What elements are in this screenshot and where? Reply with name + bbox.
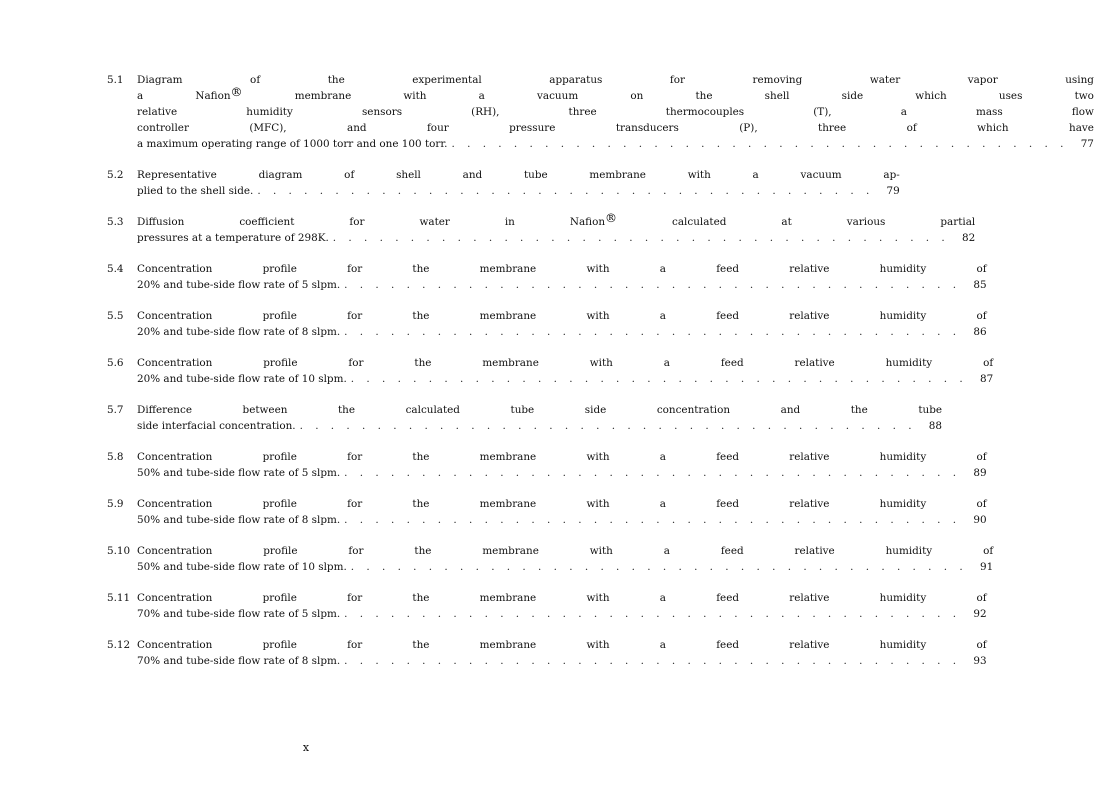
dot-leader: . . . . . . . . . . . . . . . . . . . . . . . . . . . . . . . . . . . . . . . .: [451, 138, 1068, 150]
page-number: 90: [973, 514, 987, 526]
dot-leader: . . . . . . . . . . . . . . . . . . . . . . . . . . . . . . . . . . . . . . . .: [350, 561, 968, 573]
entry-body: [137, 543, 993, 575]
figure-number: 5.3: [107, 216, 124, 228]
caption-last-line: [137, 230, 975, 246]
entry-body: [137, 167, 900, 199]
caption-line: a Nafion® membrane with a vacuum on the shell side which uses two: [137, 85, 1094, 102]
caption-line: 20% and tube-side flow rate of 8 slpm.: [137, 326, 341, 338]
page-number: 93: [973, 655, 987, 667]
list-of-figures: [107, 72, 1094, 684]
page-footer-number: x: [302, 741, 310, 754]
caption-line: Representative diagram of shell and tube membrane with a vacuum ap-: [137, 169, 900, 181]
page-number: 89: [973, 467, 987, 479]
entry-body: [137, 355, 993, 387]
page-number: 91: [979, 561, 994, 573]
figure-number: 5.12: [107, 639, 131, 651]
dot-leader: . . . . . . . . . . . . . . . . . . . . . . . . . . . . . . . . . . . . . . . .: [257, 185, 874, 197]
dot-leader: . . . . . . . . . . . . . . . . . . . . . . . . . . . . . . . . . . . . . . . .: [350, 373, 968, 385]
entry-body: [137, 402, 942, 434]
caption-last-line: [137, 136, 1094, 152]
caption-line: Concentration profile for the membrane with a feed relative humidity of: [137, 451, 987, 463]
caption-last-line: [137, 559, 993, 575]
caption-line: 70% and tube-side flow rate of 8 slpm.: [137, 655, 341, 667]
figure-number: 5.10: [107, 545, 131, 557]
figure-number: 5.2: [107, 169, 124, 181]
toc-entry[interactable]: [107, 637, 987, 669]
caption-line: Concentration profile for the membrane with a feed relative humidity of: [137, 498, 987, 510]
toc-entry[interactable]: [107, 496, 987, 528]
entry-body: [137, 449, 987, 481]
figure-number: 5.11: [107, 592, 131, 604]
entry-body: [137, 261, 987, 293]
caption-last-line: [137, 183, 900, 199]
entry-body: [137, 496, 987, 528]
caption-line: 50% and tube-side flow rate of 10 slpm.: [137, 561, 347, 573]
dot-leader: . . . . . . . . . . . . . . . . . . . . . . . . . . . . . . . . . . . . . . . .: [344, 514, 961, 526]
caption-line: Concentration profile for the membrane with a feed relative humidity of: [137, 310, 987, 322]
caption-line: Concentration profile for the membrane with a feed relative humidity of: [137, 263, 987, 275]
caption-line: Concentration profile for the membrane with a feed relative humidity of: [137, 639, 987, 651]
caption-line: controller (MFC), and four pressure transducers (P), three of which have: [137, 122, 1094, 134]
toc-entry[interactable]: [107, 211, 976, 246]
caption-line: Concentration profile for the membrane with a feed relative humidity of: [137, 357, 994, 369]
figure-number: 5.5: [107, 310, 124, 322]
figure-number: 5.1: [107, 74, 124, 86]
caption-last-line: [137, 418, 942, 434]
dot-leader: . . . . . . . . . . . . . . . . . . . . . . . . . . . . . . . . . . . . . . . .: [344, 279, 961, 291]
caption-line: Concentration profile for the membrane with a feed relative humidity of: [137, 545, 994, 557]
dot-leader: . . . . . . . . . . . . . . . . . . . . . . . . . . . . . . . . . . . . . . . .: [344, 467, 961, 479]
entry-body: [137, 308, 987, 340]
registered-mark-icon: ®: [605, 211, 618, 225]
caption-line: 20% and tube-side flow rate of 10 slpm.: [137, 373, 347, 385]
entry-body: [137, 211, 976, 246]
caption-last-line: [137, 606, 987, 622]
caption-line: side interfacial concentration.: [137, 420, 296, 432]
figure-number: 5.4: [107, 263, 124, 275]
caption-line: Diffusion coefficient for water in Nafion® calculated at various partial: [137, 211, 976, 228]
caption-last-line: [137, 277, 987, 293]
page-number: 77: [1080, 138, 1094, 150]
caption-line: Difference between the calculated tube side concentration and the tube: [137, 404, 943, 416]
caption-line: plied to the shell side.: [137, 185, 254, 197]
caption-last-line: [137, 324, 987, 340]
page-number: 82: [961, 232, 976, 244]
caption-last-line: [137, 512, 987, 528]
caption-last-line: [137, 653, 987, 669]
toc-entry[interactable]: [107, 261, 987, 293]
dot-leader: . . . . . . . . . . . . . . . . . . . . . . . . . . . . . . . . . . . . . . . .: [332, 232, 950, 244]
dot-leader: . . . . . . . . . . . . . . . . . . . . . . . . . . . . . . . . . . . . . . . .: [344, 326, 961, 338]
page-number: 79: [886, 185, 900, 197]
caption-line: pressures at a temperature of 298K.: [137, 232, 329, 244]
caption-line: relative humidity sensors (RH), three thermocouples (T), a mass flow: [137, 106, 1094, 118]
figure-number: 5.6: [107, 357, 124, 369]
page-number: 87: [979, 373, 994, 385]
toc-entry[interactable]: [107, 355, 994, 387]
page-number: 92: [973, 608, 987, 620]
entry-body: [137, 590, 987, 622]
toc-entry[interactable]: [107, 402, 943, 434]
entry-body: [137, 72, 1094, 152]
caption-last-line: [137, 371, 993, 387]
entry-body: [137, 637, 987, 669]
toc-entry[interactable]: [107, 72, 1094, 152]
page-number: 88: [928, 420, 943, 432]
toc-entry[interactable]: [107, 590, 987, 622]
figure-number: 5.9: [107, 498, 124, 510]
toc-entry[interactable]: [107, 543, 994, 575]
page-number: 85: [973, 279, 987, 291]
registered-mark-icon: ®: [230, 85, 243, 99]
toc-entry[interactable]: [107, 449, 987, 481]
dot-leader: . . . . . . . . . . . . . . . . . . . . . . . . . . . . . . . . . . . . . . . .: [344, 608, 961, 620]
figure-number: 5.8: [107, 451, 124, 463]
caption-line: Diagram of the experimental apparatus for removing water vapor using: [137, 74, 1094, 86]
caption-line: 50% and tube-side flow rate of 5 slpm.: [137, 467, 341, 479]
caption-line: 50% and tube-side flow rate of 8 slpm.: [137, 514, 341, 526]
toc-entry[interactable]: [107, 167, 900, 199]
caption-line: 70% and tube-side flow rate of 5 slpm.: [137, 608, 341, 620]
caption-last-line: [137, 465, 987, 481]
dot-leader: . . . . . . . . . . . . . . . . . . . . . . . . . . . . . . . . . . . . . . . .: [299, 420, 917, 432]
caption-line: 20% and tube-side flow rate of 5 slpm.: [137, 279, 341, 291]
dot-leader: . . . . . . . . . . . . . . . . . . . . . . . . . . . . . . . . . . . . . . . .: [344, 655, 961, 667]
toc-entry[interactable]: [107, 308, 987, 340]
caption-line: Concentration profile for the membrane with a feed relative humidity of: [137, 592, 987, 604]
figure-number: 5.7: [107, 404, 124, 416]
caption-line: a maximum operating range of 1000 torr and one 100 torr.: [137, 138, 448, 150]
page-number: 86: [973, 326, 987, 338]
